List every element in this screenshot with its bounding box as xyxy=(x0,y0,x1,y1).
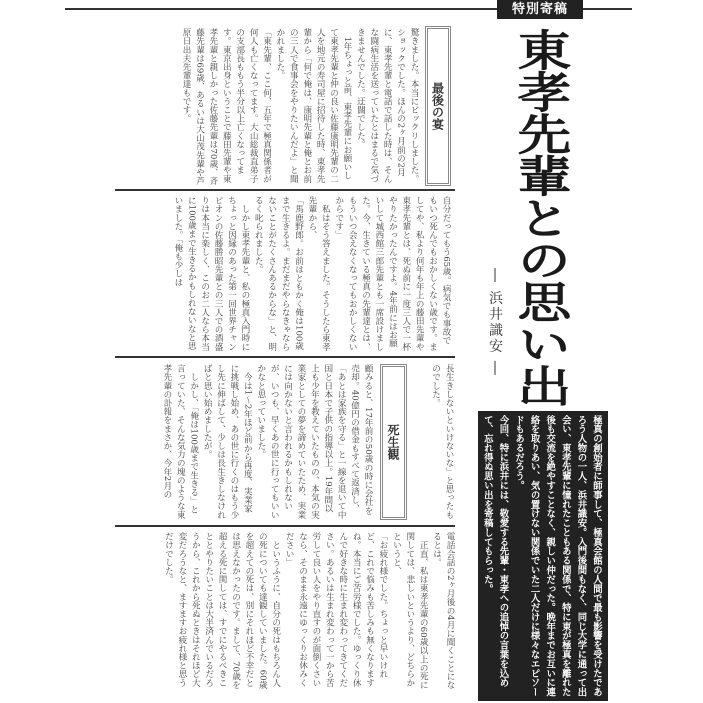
article-title: 東孝先輩との思い出 xyxy=(508,28,572,406)
section-heading: 死生観 xyxy=(386,424,400,460)
lead-text: 極真の創始者に師事して、極真会館の人間で最も影響を受けたであろう人物の一人、浜井識安。入門後間もなく、同じ大学に通って出会い、東孝先輩に憧れたこともある関係で、特に東が極真を離れた後も交流を絶やすことなく、親しい仲だった。晩年までお互いに連絡を取りあい、気の置けない関係でいた二人だけに様々なエピソードもあるだろう。 今回、特に浜井には、敬愛する先輩・東孝への追悼の言葉を込めて、忘れ得ぬ思い出を寄稿してもらった。 xyxy=(482,415,602,697)
heading-box-view-of-life-death xyxy=(380,364,407,520)
column-rule xyxy=(115,525,455,527)
section3-body: 顧みると、17年前の50歳の時に会社を売却。40億円の借金もすべて返済し、「あとは家族を守る」と一線を退いて中国と日本で子供の指導以上。19年間以上も少年を教えていたものの、本気の実業家としての夢を諦めていたため、実業には向かないと言われるかもしれないが、いつも、早くあの世に行ってもいいかなと思っていました。 今は1～2年ほど前から再度、実業家に挑戦し始め、あの世に行くのはもう少し先に伸ばして、少しは長生きしなければと思い始めましたが。 しかし、「俺は100歳まで生きる」と言っていた、そんな気力の塊のような東孝先輩の訃報をまさか、今年2月の xyxy=(161,364,373,519)
section2-body: 自分だってもう65歳。病気でも事故でもいつ死んでもおかしくない歳です。ましてや、私より何年も年上の藤田先輩や東孝先輩とは、死ぬ前に一度三人で一杯やりたかったんですよ。4年前にはお願いして城西館三郎先輩とも一席設けました。今、生きている極真の先輩達とは、もういつ会えなくなってもおかしくないからです」 私はそう答えました。そうしたら東孝先輩から、 「馬鹿野郎。お前はともかく俺は100歳まで生きるよ。まだまだやらなきゃならないことがたくさんあるからな」と、明るく叱られました。 しかし東孝先輩と、私の極真入門時にちょっと因縁のあった第一回世界チャンピオンの佐藤勝昭先輩との三人での酒盛りは本当に楽しく、このお二人なら本当に100歳まで生きるかもしれないなと思いました。「俺も少しは xyxy=(172,196,451,351)
section-heading: 最後の宴 xyxy=(430,82,445,130)
author-byline: ― 浜井識安 ― xyxy=(487,268,503,377)
section3-lead-text: 長生きしないといけないな」と思ったものでした。 xyxy=(430,364,454,519)
section1-body: 驚きました。本当にビックリしました。ショックでした。ほんの2ヶ月前の2月に、東孝先輩と電話で話した時は、そんな闘病生活を送っていたとはまるで気づきませんでした。迂闊でした。 1年ちょっと前、東孝先輩にお願いして東孝先輩と仲の良い佐藤康明先輩の二人を地元の寿司屋に招待した時、東孝先輩から「何で俺は、康明先輩と俺とお前の三人で食事会をやりたいんだよ」と聞かれました。 「東先輩、ここ何、五年で極真関係者が何人も亡くなってます。大山総裁直弟子の支部長ももう半分以上亡くなってます。東京出身ということで藤田先輩や東孝先輩と親しかった佐藤先輩は70歳、斉藤先輩は69歳、あるいは大山茂先輩や芦原日出夫先輩達もです。 xyxy=(181,28,419,186)
column-rule xyxy=(115,189,455,191)
lead-box xyxy=(478,411,608,701)
section4-body: 電話会話の2ヶ月後の4月に聞くことになるとは。 正直、私は東孝先輩の60歳以上の死に関しては、悲しいというより、どちらかというと、 「お疲れ様でした。ちょっと早いけれど、これで悩みも苦しみも無くなりますね。本当にご苦労様でした。ゆっくり休んで好きな時に生まれ変わってきてください。あるいは生まれ変わって一から苦労して良い人をやり直すのが面倒くさいなら、そのまま永遠にゆっくりお休みください」 というふうに、自分の死はもちろん人の死についても達観していました。60歳を超えての死は、別にそれほど不幸だとは思えなかったのです。まして、70歳を超える死に関しては、すでにやるべきこととやりたいことは大半済んでいるだろうから、これから死ぬときはそれほど大変だろうなと、ますますお疲れ様と思うだけでした。 xyxy=(163,532,455,690)
heading-box-last-feast xyxy=(425,26,451,186)
special-contribution-badge: 特別寄稿 xyxy=(497,0,583,19)
column-rule xyxy=(115,356,455,358)
